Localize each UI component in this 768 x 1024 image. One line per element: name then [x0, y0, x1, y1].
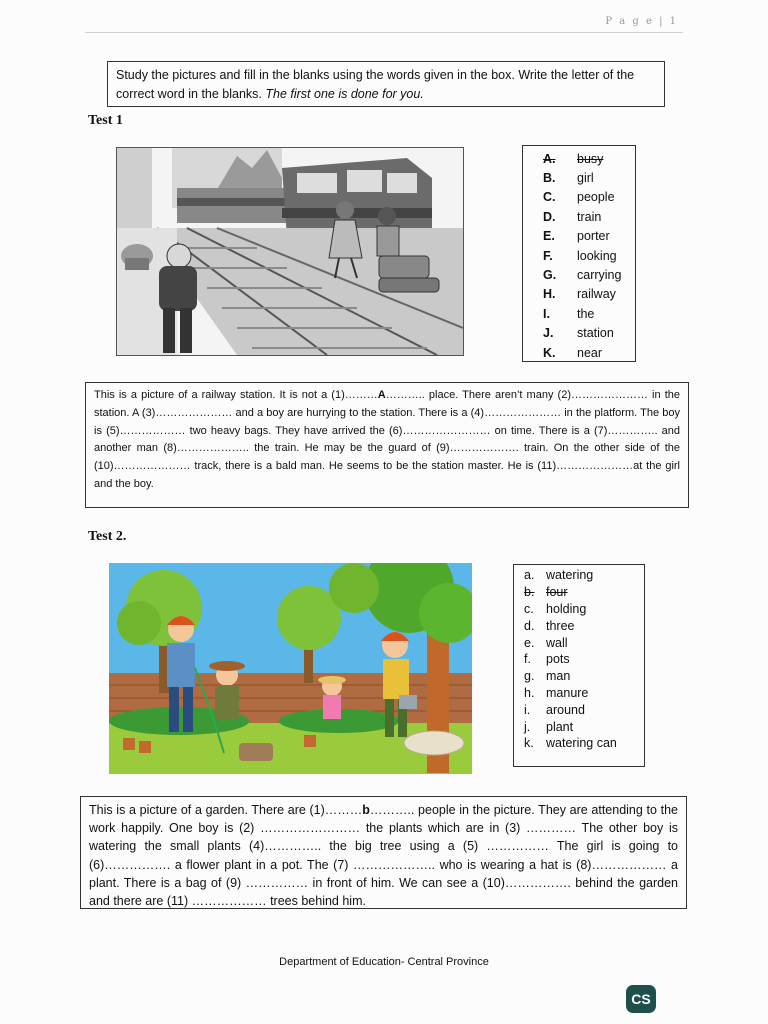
answer-example: A: [377, 389, 386, 401]
test2-title: Test 2.: [88, 529, 127, 544]
word-box-item: k. watering can: [524, 736, 617, 751]
instruction-text: Study the pictures and fill in the blanks using the words given in the box. Write the letter of the correct word in the blanks.: [116, 68, 635, 101]
instruction-example-note: The first one is done for you.: [265, 87, 424, 101]
word-box-item: G. carrying: [543, 268, 622, 283]
test1-title: Test 1: [88, 113, 123, 128]
word-box-item: A. busy: [543, 151, 604, 166]
header-divider: [85, 32, 683, 33]
word-box-item: i. around: [524, 702, 585, 717]
word-box-item: H. railway: [543, 287, 616, 302]
test1-passage: This is a picture of a railway station. It is not a (1)………A……….. place. There aren’t many (2)………………… in the station. A (3)………………… and a boy are hurrying to the station. There is a (4)………………… in the platform. The boy is (5)……………… two heavy bags. They have arrived the (6)…………………… on time. There is a (7)………….. and another man (8)……………….. the train. He may be the guard of (9)………………. train. On the other side of the (10)………………… track, there is a bald man. He seems to be the station master. He is (11)…………………at the girl and the boy.: [85, 382, 689, 508]
word-box-item: c. holding: [524, 601, 587, 616]
word-box-item: K. near: [543, 345, 603, 360]
railway-station-picture: [116, 147, 464, 356]
word-box-item: a. watering: [524, 568, 594, 583]
word-box-item: d. three: [524, 618, 575, 633]
test2-passage: This is a picture of a garden. There are (1)………b……….. people in the picture. They are attending to the work happily. One boy is (2) …………………… the plants which are in (3) ………… The other boy is watering the small plants (4)………….. the big tree using a (5) …………… The girl is going to (6)……………. a flower plant in a pot. The (7) ……………….. who is wearing a hat is (8)……………… a plant. There is a bag of (9) …………… in front of him. We can see a (10)……………. behind the garden and there are (11) ……………… trees behind him.: [80, 796, 687, 909]
word-box-item: I. the: [543, 306, 595, 321]
word-box-item: g. man: [524, 669, 571, 684]
footer-text: Department of Education- Central Province: [279, 956, 489, 968]
test2-word-box: [513, 564, 645, 767]
test1-word-box: [522, 145, 636, 362]
word-box-item: h. manure: [524, 685, 589, 700]
answer-example: b: [362, 803, 370, 817]
camscanner-logo: CS: [626, 985, 656, 1013]
page-number: P a g e | 1: [605, 16, 678, 27]
word-box-item: f. pots: [524, 652, 570, 667]
word-box-item: J. station: [543, 326, 614, 341]
word-box-item: D. train: [543, 209, 602, 224]
word-box-item: B. girl: [543, 171, 594, 186]
word-box-item: E. porter: [543, 229, 610, 244]
instruction-box: [107, 61, 665, 107]
word-box-item: b. four: [524, 585, 568, 600]
garden-picture: [109, 563, 472, 774]
word-box-item: j. plant: [524, 719, 574, 734]
word-box-item: C. people: [543, 190, 615, 205]
word-box-item: F. looking: [543, 248, 617, 263]
word-box-item: e. wall: [524, 635, 568, 650]
